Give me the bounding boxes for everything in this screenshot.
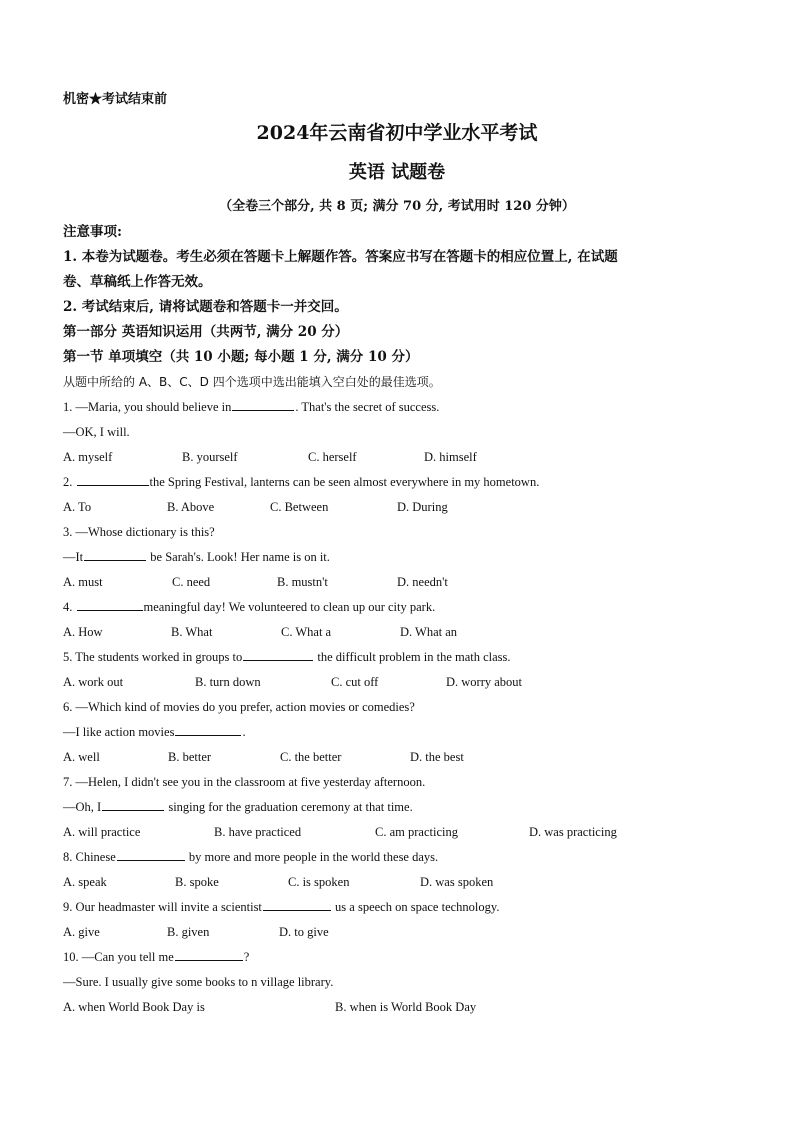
question-4-option-c: C. What a [281, 625, 332, 639]
question-7-option-c: C. am practicing [375, 825, 458, 839]
stem-text: 4. [63, 600, 76, 614]
stem-text: 2. [63, 475, 76, 489]
reply-text: —I like action movies [63, 725, 175, 739]
question-7-option-a: A. will practice [63, 825, 141, 839]
confidential-label: 机密★考试结束前 [63, 92, 168, 107]
answer-blank [77, 599, 143, 611]
question-5-stem [63, 649, 511, 665]
question-2-option-b: B. Above [167, 500, 215, 514]
question-6-option-d: D. the best [410, 750, 464, 764]
question-7-option-d: D. was practicing [529, 825, 617, 839]
question-3-stem: 3. —Whose dictionary is this? [63, 525, 215, 539]
question-9-stem [63, 899, 499, 915]
question-4-option-d: D. What an [400, 625, 458, 639]
answer-blank [117, 849, 185, 861]
stem-text: 1. —Maria, you should believe in [63, 400, 232, 414]
answer-blank [232, 399, 294, 411]
question-2-option-d: D. During [397, 500, 448, 514]
question-4-option-b: B. What [171, 625, 213, 639]
question-6-stem: 6. —Which kind of movies do you prefer, action movies or comedies? [63, 700, 415, 714]
stem-text: . That's the secret of success. [295, 400, 440, 414]
question-10-stem [63, 949, 249, 965]
question-1-reply: —OK, I will. [63, 425, 130, 439]
question-9-option-b: B. given [167, 925, 210, 939]
question-10-reply: —Sure. I usually give some books to n village library. [63, 975, 334, 989]
part1-heading: 第一部分 英语知识运用（共两节, 满分 20 分） [63, 324, 349, 340]
question-4-option-a: A. How [63, 625, 103, 639]
question-9-option-a: A. give [63, 925, 100, 939]
question-5-option-d: D. worry about [446, 675, 523, 689]
stem-text: by more and more people in the world these days. [185, 850, 439, 864]
question-3-reply [63, 549, 330, 565]
question-1-option-d: D. himself [424, 450, 477, 464]
stem-text: 5. The students worked in groups to [63, 650, 243, 664]
question-6-option-b: B. better [168, 750, 212, 764]
answer-blank [84, 549, 146, 561]
question-1-option-a: A. myself [63, 450, 113, 464]
exam-title: 2024年云南省初中学业水平考试 [256, 122, 538, 144]
question-5-option-c: C. cut off [331, 675, 379, 689]
question-6-reply [63, 724, 246, 740]
stem-text: ? [243, 950, 250, 964]
stem-text: 9. Our headmaster will invite a scientist [63, 900, 262, 914]
question-7-reply [63, 799, 413, 815]
answer-blank [263, 899, 331, 911]
question-2-option-c: C. Between [270, 500, 329, 514]
question-1-option-c: C. herself [308, 450, 357, 464]
notice-item-1b: 卷、草稿纸上作答无效。 [63, 274, 212, 290]
answer-blank [102, 799, 164, 811]
question-6-option-c: C. the better [280, 750, 342, 764]
question-2-stem [63, 474, 539, 490]
reply-text: . [242, 725, 246, 739]
question-2-option-a: A. To [63, 500, 92, 514]
question-8-option-b: B. spoke [175, 875, 219, 889]
question-1-option-b: B. yourself [182, 450, 238, 464]
reply-text: be Sarah's. Look! Her name is on it. [147, 550, 330, 564]
section1-heading: 第一节 单项填空（共 10 小题; 每小题 1 分, 满分 10 分） [63, 349, 419, 365]
question-1-stem [63, 399, 439, 415]
notice-item-2: 2. 考试结束后, 请将试题卷和答题卡一并交回。 [63, 299, 348, 315]
notice-item-1a: 1. 本卷为试题卷。考生必须在答题卡上解题作答。答案应书写在答题卡的相应位置上, 在试题 [63, 249, 618, 265]
question-7-stem: 7. —Helen, I didn't see you in the classroom at five yesterday afternoon. [63, 775, 426, 789]
question-3-option-b: B. mustn't [277, 575, 328, 589]
exam-subtitle: 英语 试题卷 [348, 162, 446, 183]
question-7-option-b: B. have practiced [214, 825, 302, 839]
question-8-option-a: A. speak [63, 875, 107, 889]
stem-text: meaningful day! We volunteered to clean up our city park. [143, 600, 436, 614]
notice-heading: 注意事项: [63, 224, 122, 240]
answer-blank [175, 949, 243, 961]
question-8-stem [63, 849, 438, 865]
exam-meta: （全卷三个部分, 共 8 页; 满分 70 分, 考试用时 120 分钟） [219, 199, 575, 214]
question-5-option-b: B. turn down [195, 675, 261, 689]
question-6-option-a: A. well [63, 750, 100, 764]
stem-text: the difficult problem in the math class. [314, 650, 511, 664]
question-9-option-d: D. to give [279, 925, 329, 939]
stem-text: the Spring Festival, lanterns can be seen almost everywhere in my hometown. [149, 475, 540, 489]
answer-blank [77, 474, 149, 486]
question-8-option-c: C. is spoken [288, 875, 350, 889]
reply-text: —It [63, 550, 84, 564]
question-10-option-b: B. when is World Book Day [335, 1000, 477, 1014]
reply-text: —Oh, I [63, 800, 102, 814]
stem-text: us a speech on space technology. [331, 900, 500, 914]
question-3-option-c: C. need [172, 575, 211, 589]
section-instruction: 从题中所给的 A、B、C、D 四个选项中选出能填入空白处的最佳选项。 [63, 375, 441, 389]
reply-text: singing for the graduation ceremony at that time. [165, 800, 413, 814]
question-3-option-d: D. needn't [397, 575, 448, 589]
stem-text: 8. Chinese [63, 850, 116, 864]
question-10-option-a: A. when World Book Day is [63, 1000, 205, 1014]
question-3-option-a: A. must [63, 575, 103, 589]
answer-blank [243, 649, 313, 661]
answer-blank [175, 724, 241, 736]
question-5-option-a: A. work out [63, 675, 124, 689]
question-8-option-d: D. was spoken [420, 875, 494, 889]
question-4-stem [63, 599, 435, 615]
stem-text: 10. —Can you tell me [63, 950, 174, 964]
